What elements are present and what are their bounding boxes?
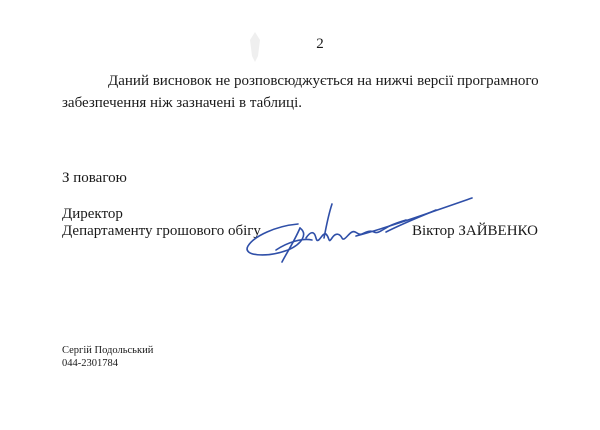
signatory-name: Віктор ЗАЙВЕНКО [412,223,539,239]
contact-block [62,344,153,370]
contact-name: Сергій Подольський [62,345,154,356]
signatory-position-title: Директор [62,206,123,222]
body-line-1: Даний висновок не розповсюджується на нижчі версії програмного [108,73,539,89]
page-number: 2 [316,36,324,52]
contact-phone: 044-2301784 [62,358,118,369]
closing-salutation: З повагою [62,170,127,186]
body-paragraph [62,70,562,114]
body-line-2: забезпечення ніж зазначені в таблиці. [62,95,302,111]
signatory-department: Департаменту грошового обігу [62,223,261,239]
